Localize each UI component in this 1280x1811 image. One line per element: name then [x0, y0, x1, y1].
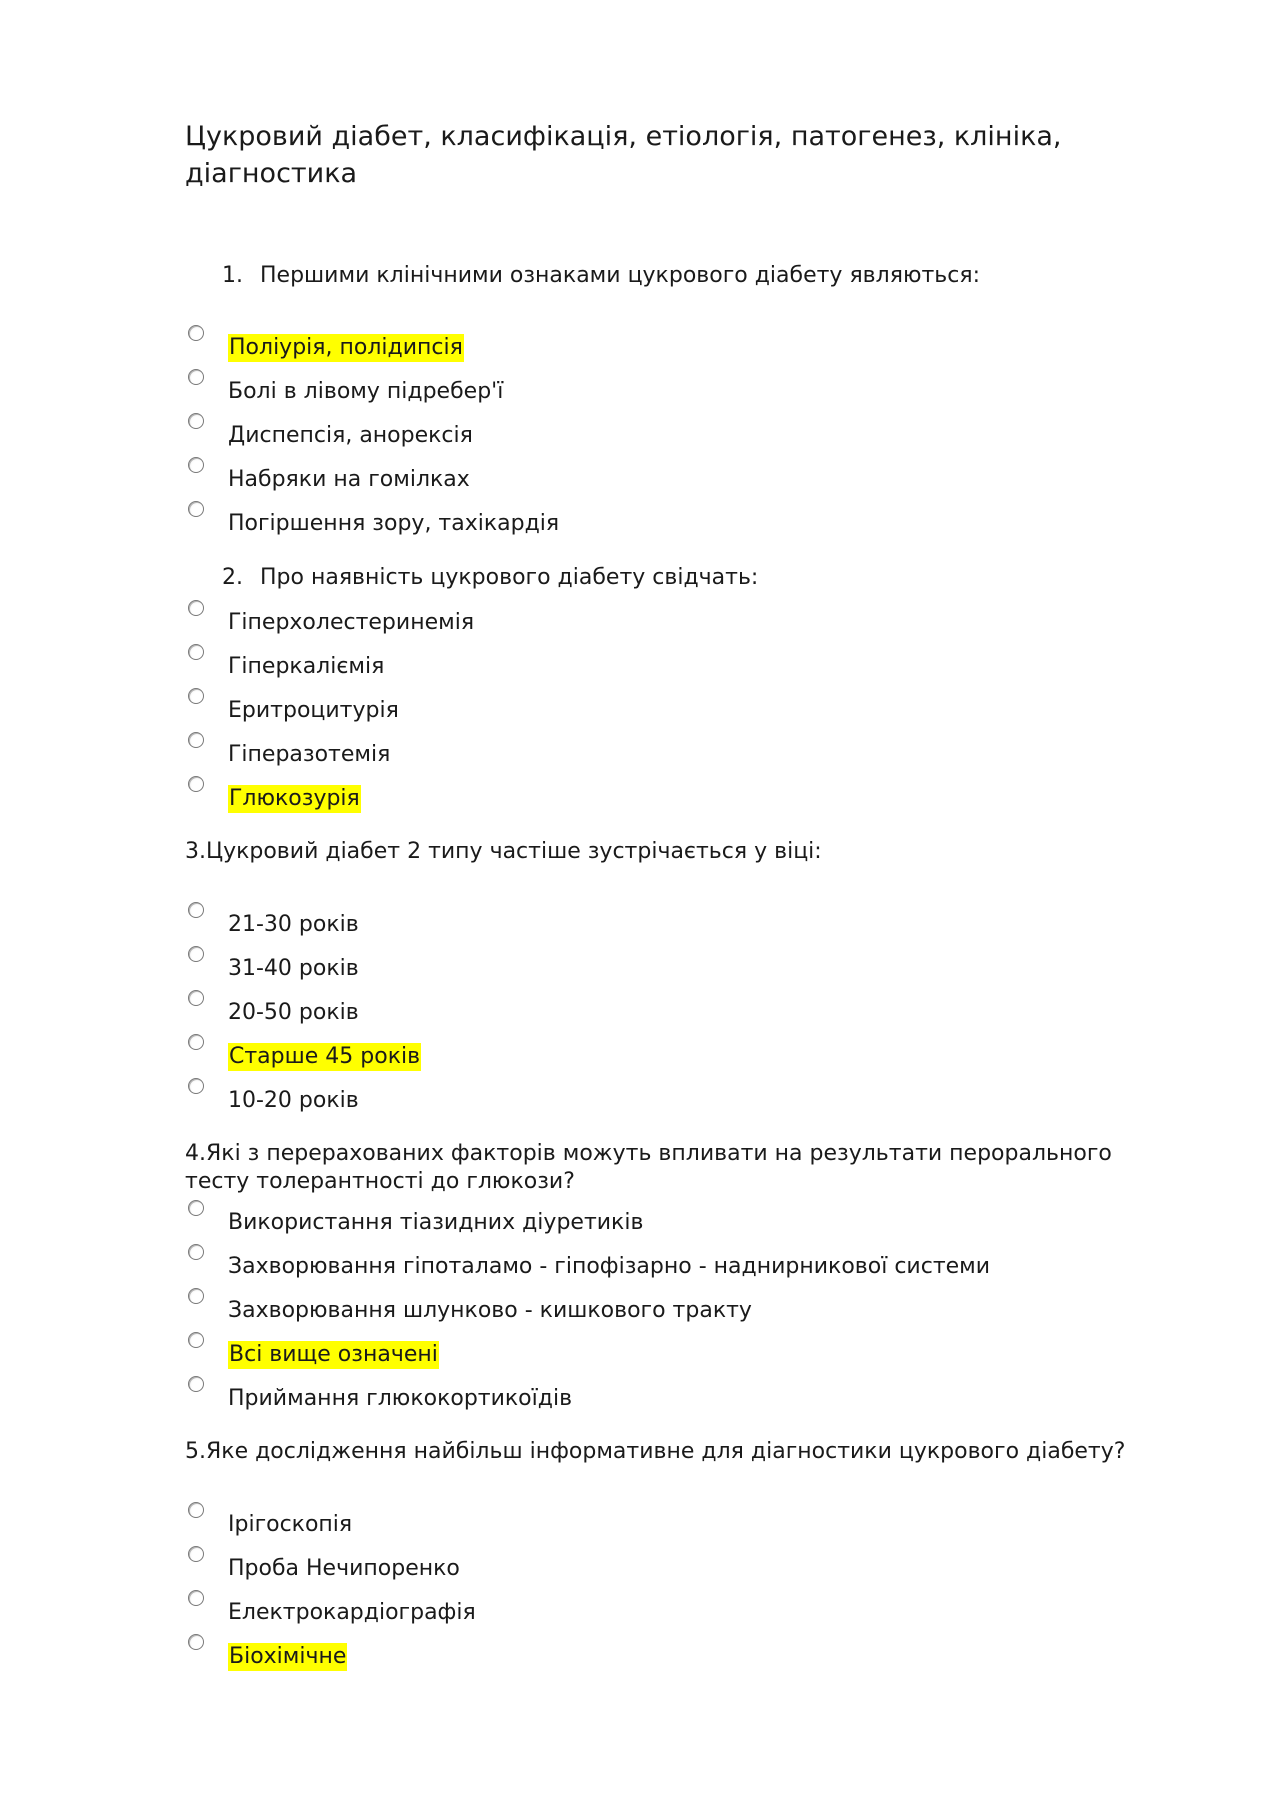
q3-option-5[interactable]: [185, 1078, 1185, 1118]
question-5-text: 5.Яке дослідження найбільш інформативне для діагностики цукрового діабету?: [185, 1439, 1126, 1464]
radio-button[interactable]: [188, 413, 204, 429]
q2-option-1[interactable]: [185, 600, 1185, 640]
question-2-text: Про наявність цукрового діабету свідчать:: [260, 565, 759, 590]
radio-button[interactable]: [188, 902, 204, 918]
q2-option-2[interactable]: [185, 644, 1185, 684]
q2-option-4-label: Гіперазотемія: [228, 742, 391, 767]
q4-option-2[interactable]: [185, 1244, 1185, 1284]
radio-button[interactable]: [188, 1034, 204, 1050]
q3-option-1[interactable]: [185, 902, 1185, 942]
q3-option-3-label: 20-50 років: [228, 1000, 359, 1025]
q1-option-1[interactable]: [185, 325, 1185, 365]
q1-option-2[interactable]: [185, 369, 1185, 409]
q3-option-2-label: 31-40 років: [228, 956, 359, 981]
q2-option-3-label: Еритроцитурія: [228, 698, 399, 723]
radio-button[interactable]: [188, 776, 204, 792]
question-1-number: 1.: [222, 263, 243, 288]
q5-option-4-label: Біохімічне: [229, 1644, 347, 1669]
radio-button[interactable]: [188, 1288, 204, 1304]
question-1-text: Першими клінічними ознаками цукрового діабету являються:: [260, 263, 980, 288]
question-3-text: 3.Цукровий діабет 2 типу частіше зустрічається у віці:: [185, 839, 822, 864]
radio-button[interactable]: [188, 1200, 204, 1216]
radio-button[interactable]: [188, 1332, 204, 1348]
radio-button[interactable]: [188, 501, 204, 517]
q4-option-4[interactable]: [185, 1332, 1185, 1372]
radio-button[interactable]: [188, 1502, 204, 1518]
radio-button[interactable]: [188, 1244, 204, 1260]
q4-option-5-label: Приймання глюкокортикоїдів: [228, 1386, 573, 1411]
radio-button[interactable]: [188, 688, 204, 704]
q1-option-1-label: Поліурія, полідипсія: [229, 335, 463, 360]
radio-button[interactable]: [188, 732, 204, 748]
radio-button[interactable]: [188, 1546, 204, 1562]
question-1: [222, 262, 980, 290]
q1-option-5[interactable]: [185, 501, 1185, 541]
q4-option-1-label: Використання тіазидних діуретиків: [228, 1210, 644, 1235]
q5-option-1-label: Ірігоскопія: [228, 1512, 353, 1537]
q4-option-3-label: Захворювання шлунково - кишкового тракту: [228, 1298, 752, 1323]
q4-option-3[interactable]: [185, 1288, 1185, 1328]
q5-option-3-label: Електрокардіографія: [228, 1600, 476, 1625]
radio-button[interactable]: [188, 1634, 204, 1650]
radio-button[interactable]: [188, 600, 204, 616]
q1-option-4[interactable]: [185, 457, 1185, 497]
radio-button[interactable]: [188, 1590, 204, 1606]
q3-option-2[interactable]: [185, 946, 1185, 986]
question-2: [222, 564, 758, 592]
radio-button[interactable]: [188, 990, 204, 1006]
radio-button[interactable]: [188, 644, 204, 660]
q1-option-2-label: Болі в лівому підребер'ї: [228, 379, 504, 404]
q2-option-4[interactable]: [185, 732, 1185, 772]
q2-option-5[interactable]: [185, 776, 1185, 816]
radio-button[interactable]: [188, 1078, 204, 1094]
question-3: [185, 838, 822, 866]
q4-option-1[interactable]: [185, 1200, 1185, 1240]
q3-option-1-label: 21-30 років: [228, 912, 359, 937]
question-4: [185, 1140, 1165, 1196]
q4-option-2-label: Захворювання гіпоталамо - гіпофізарно - наднирникової системи: [228, 1254, 991, 1279]
q1-option-3[interactable]: [185, 413, 1185, 453]
q5-option-2[interactable]: [185, 1546, 1185, 1586]
radio-button[interactable]: [188, 325, 204, 341]
radio-button[interactable]: [188, 369, 204, 385]
question-4-text: 4.Які з перерахованих факторів можуть впливати на результати перорального тесту толерантності до глюкози?: [185, 1141, 1112, 1194]
q4-option-5[interactable]: [185, 1376, 1185, 1416]
q2-option-3[interactable]: [185, 688, 1185, 728]
q3-option-3[interactable]: [185, 990, 1185, 1030]
q5-option-1[interactable]: [185, 1502, 1185, 1542]
q3-option-5-label: 10-20 років: [228, 1088, 359, 1113]
q5-option-4[interactable]: [185, 1634, 1185, 1674]
q5-option-3[interactable]: [185, 1590, 1185, 1630]
q2-option-5-label: Глюкозурія: [229, 786, 360, 811]
q1-option-3-label: Диспепсія, анорексія: [228, 423, 473, 448]
radio-button[interactable]: [188, 457, 204, 473]
q4-option-4-label: Всі вище означені: [229, 1342, 438, 1367]
q5-option-2-label: Проба Нечипоренко: [228, 1556, 460, 1581]
q2-option-1-label: Гіперхолестеринемія: [228, 610, 475, 635]
q2-option-2-label: Гіперкаліємія: [228, 654, 385, 679]
radio-button[interactable]: [188, 1376, 204, 1392]
q1-option-4-label: Набряки на гомілках: [228, 467, 470, 492]
q3-option-4[interactable]: [185, 1034, 1185, 1074]
question-5: [185, 1438, 1125, 1466]
q3-option-4-label: Старше 45 років: [229, 1044, 421, 1069]
radio-button[interactable]: [188, 946, 204, 962]
document-title: Цукровий діабет, класифікація, етіологія, патогенез, клініка, діагностика: [185, 121, 1062, 189]
question-2-number: 2.: [222, 565, 243, 590]
q1-option-5-label: Погіршення зору, тахікардія: [228, 511, 560, 536]
